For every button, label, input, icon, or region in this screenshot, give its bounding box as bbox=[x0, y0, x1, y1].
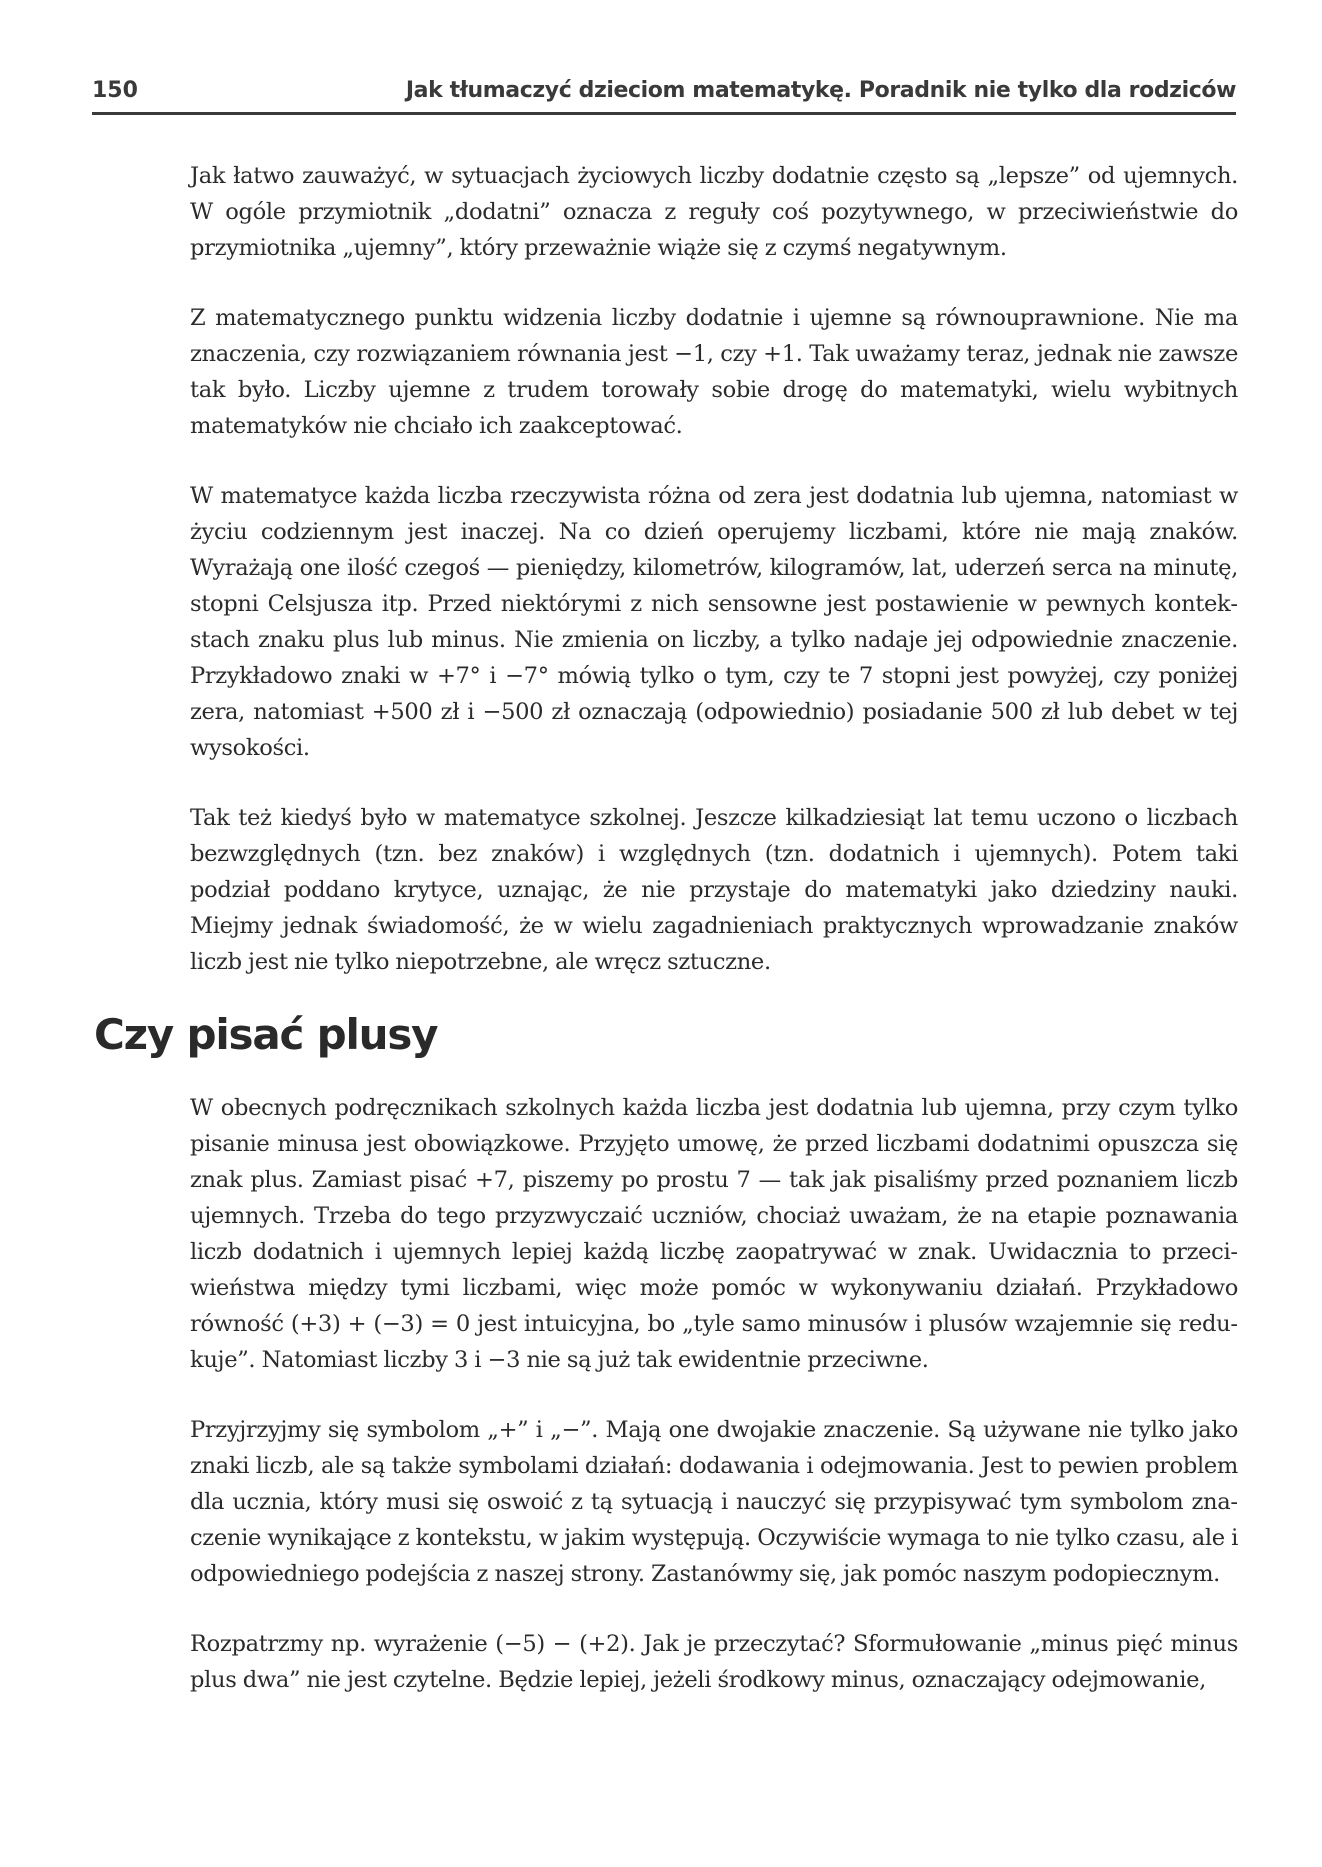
paragraph: Jak łatwo zauważyć, w sytuacjach życiowych liczby dodatnie często są „lepsze” od ujemnych. W ogóle przymiotnik „dodatni” oznacza z reguły coś pozytywnego, w przeciwieństwie do przymiotnika „ujemny”, który przeważnie wiąże się z czymś negatywnym. bbox=[190, 163, 1238, 261]
paragraph: W matematyce każda liczba rzeczywista różna od zera jest dodatnia lub ujemna, natomiast w życiu codziennym jest inaczej. Na co dzień operujemy liczbami, które nie mają znaków. Wyrażają one ilość czegoś — pieniędzy, kilometrów, kilogramów, lat, uderzeń serca na minutę, stopni Celsjusza itp. Przed niektórymi z nich sensowne jest postawienie w pewnych kontekstach znaku plus lub minus. Nie zmienia on liczby, a tylko nadaje jej odpowiednie znaczenie. Przykładowo znaki w +7° i −7° mówią tylko o tym, czy te 7 stopni jest powyżej, czy poniżej zera, natomiast +500 zł i −500 zł oznaczają (odpowiednio) posiadanie 500 zł lub debet w tej wysokości. bbox=[190, 483, 1238, 761]
paragraph: Z matematycznego punktu widzenia liczby dodatnie i ujemne są równouprawnione. Nie ma znaczenia, czy rozwiązaniem równania jest −1, czy +1. Tak uważamy teraz, jednak nie zawsze tak było. Liczby ujemne z trudem torowały sobie drogę do matematyki, wielu wybitnych matematyków nie chciało ich zaakceptować. bbox=[190, 305, 1238, 439]
running-title: Jak tłumaczyć dzieciom matematykę. Poradnik nie tylko dla rodziców bbox=[405, 78, 1236, 103]
body-text bbox=[190, 158, 1238, 1014]
section-heading: Czy pisać plusy bbox=[94, 1010, 438, 1059]
paragraph: Tak też kiedyś było w matematyce szkolnej. Jeszcze kilkadziesiąt lat temu uczono o liczbach bezwzględnych (tzn. bez znaków) i względnych (tzn. dodatnich i ujemnych). Potem taki podział poddano krytyce, uznając, że nie przystaje do matematyki jako dziedziny nauki. Miejmy jednak świadomość, że w wielu zagadnieniach praktycznych wprowadzanie znaków liczb jest nie tylko niepotrzebne, ale wręcz sztuczne. bbox=[190, 805, 1238, 975]
running-header bbox=[92, 74, 1236, 115]
paragraph: W obecnych podręcznikach szkolnych każda liczba jest dodatnia lub ujemna, przy czym tylko pisanie minusa jest obowiązkowe. Przyjęto umowę, że przed liczbami dodatnimi opuszcza się znak plus. Zamiast pisać +7, piszemy po prostu 7 — tak jak pisaliśmy przed poznaniem liczb ujemnych. Trzeba do tego przyzwyczaić uczniów, chociaż uważam, że na etapie poznawania liczb dodatnich i ujemnych lepiej każdą liczbę zaopatrywać w znak. Uwidacznia to przeciwieństwa między tymi liczbami, więc może pomóc w wykonywaniu działań. Przykładowo równość (+3) + (−3) = 0 jest intuicyjna, bo „tyle samo minusów i plusów wzajemnie się redukuje”. Natomiast liczby 3 i −3 nie są już tak ewidentnie przeciwne. bbox=[190, 1095, 1238, 1373]
paragraph: Rozpatrzmy np. wyrażenie (−5) − (+2). Jak je przeczytać? Sformułowanie „minus pięć minus plus dwa” nie jest czytelne. Będzie lepiej, jeżeli środkowy minus, oznaczający odejmowanie, bbox=[190, 1631, 1238, 1693]
page-number: 150 bbox=[92, 78, 138, 103]
paragraph: Przyjrzyjmy się symbolom „+” i „−”. Mają one dwojakie znaczenie. Są używane nie tylko jako znaki liczb, ale są także symbolami działań: dodawania i odejmowania. Jest to pewien problem dla ucznia, który musi się oswoić z tą sytuacją i nauczyć się przypisywać tym symbolom znaczenie wynikające z kontekstu, w jakim występują. Oczywiście wymaga to nie tylko czasu, ale i odpowiedniego podejścia z naszej strony. Zastanówmy się, jak pomóc naszym podopiecznym. bbox=[190, 1417, 1238, 1587]
section-body-text bbox=[190, 1090, 1238, 1732]
